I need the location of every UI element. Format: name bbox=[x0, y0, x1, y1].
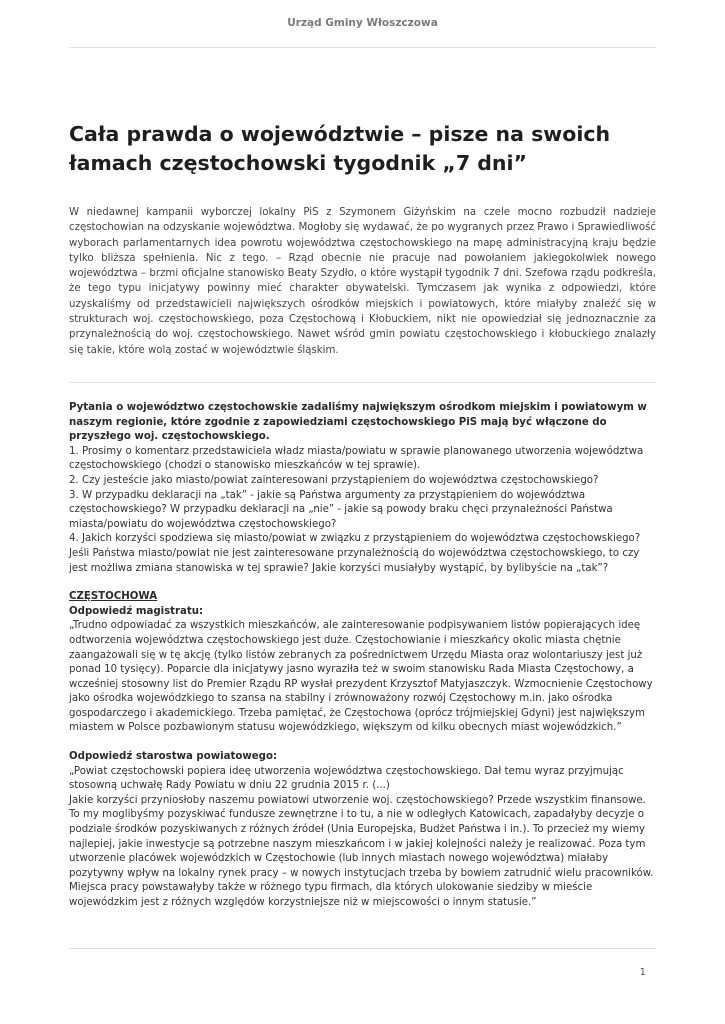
question-item-1: 1. Prosimy o komentarz przedstawiciela władz miasta/powiatu w sprawie planowanego utworzenia województwa częstochowskiego (chodzi o stanowisko mieszkańców w tej sprawie). bbox=[69, 445, 644, 472]
question-item-4: 4. Jakich korzyści spodziewa się miasto/powiat w związku z przystąpieniem do województwa częstochowskiego? Jeśli Państwa miasto/powiat nie jest zainteresowane przynależnością do województwa częstochowskiego, to czy jest możliwa zmiana stanowiska w tej sprawie? Jakie korzyści musiałyby wystąpić, by bylibyście na „tak”? bbox=[69, 533, 641, 574]
starostwo-answer-label: Odpowiedź starostwa powiatowego: bbox=[69, 751, 278, 763]
starostwo-answer-text-1: „Powiat częstochowski popiera ideę utworzenia województwa częstochowskiego. Dał temu wyraz przyjmując stosowną uchwałę Rady Powiatu w dniu 22 grudnia 2015 r. (...) bbox=[69, 765, 624, 792]
question-item-2: 2. Czy jesteście jako miasto/powiat zainteresowani przystąpieniem do województwa częstochowskiego? bbox=[69, 474, 599, 486]
article-content bbox=[69, 401, 656, 911]
footer-divider bbox=[69, 948, 656, 949]
page-number: 1 bbox=[639, 967, 646, 978]
magistrat-answer-label: Odpowiedź magistratu: bbox=[69, 605, 204, 617]
article-lead: W niedawnej kampanii wyborczej lokalny PiS z Szymonem Giżyńskim na czele mocno rozbudził nadzieje częstochowian na odzyskanie województwa. Mogłoby się wydawać, że po wygranych przez Prawo i Sprawiedliwość wyborach parlamentarnych idea powrotu województwa częstochowskiego na mapę administracyjną kraju będzie tylko bliższa spełnienia. Nic z tego. – Rząd obecnie nie pracuje nad powołaniem jakiegokolwiek nowego województwa – brzmi oficjalne stanowisko Beaty Szydło, o które wystąpił tygodnik 7 dni. Szefowa rządu podkreśla, że tego typu inicjatywy powinny mieć charakter obywatelski. Tymczasem jak wynika z odpowiedzi, które uzyskaliśmy od przedstawicieli największych ośrodków miejskich i powiatowych, które miałyby znaleźć się w strukturach woj. częstochowskiego, poza Częstochową i Kłobuckiem, nikt nie opowiedział się jednoznacznie za przynależnością do woj. częstochowskiego. Nawet wśród gmin powiatu częstochowskiego i kłobuckiego znalazły się takie, które wolą zostać w województwie śląskim. bbox=[69, 207, 656, 356]
section-divider bbox=[69, 382, 656, 383]
magistrat-answer-text: „Trudno odpowiadać za wszystkich mieszkańców, ale zainteresowanie podpisywaniem listów popierających ideę odtworzenia województwa częstochowskiego jest duże. Częstochowianie i mieszkańcy okolic miasta chętnie zaangażowali się w tę akcję (tylko listów zebranych za pośrednictwem Urzędu Miasta oraz wolontariuszy jest już ponad 10 tysięcy). Poparcie dla inicjatywy jasno wyraziła też w swoim stanowisku Rada Miasta Częstochowy, a wcześniej stosowny list do Premier Rządu RP wysłał prezydent Krzysztof Matyjaszczyk. Wzmocnienie Częstochowy jako ośrodka wojewódzkiego to szansa na stabilny i zrównoważony rozwój Częstochowy m.in. jako ośrodka gospodarczego i akademickiego. Trzeba pamiętać, że Częstochowa (oprócz trójmiejskiej Gdyni) jest największym miastem w Polsce pozbawionym statusu wojewódzkiego, większym od kilku obecnych miast wojewódzkich.” bbox=[69, 620, 653, 734]
header-divider bbox=[69, 47, 656, 48]
section-heading-czestochowa: CZĘSTOCHOWA bbox=[69, 591, 158, 603]
question-item-3: 3. W przypadku deklaracji na „tak” - jakie są Państwa argumenty za przystąpieniem do województwa częstochowskiego? W przypadku deklaracji na „nie” - jakie są powody braku chęci przynależności Państwa miasta/powiatu do województwa częstochowskiego? bbox=[69, 489, 613, 530]
starostwo-answer-text-2: Jakie korzyści przyniosłoby naszemu powiatowi utworzenie woj. częstochowskiego? Przede wszystkim finansowe. To my moglibyśmy pozyskiwać fundusze zewnętrzne i to tu, a nie w odległych Katowicach, zapadałyby decyzje o podziale środków pozyskiwanych z różnych źródeł (Unia Europejska, Budżet Państwa i in.). To przecież my wiemy najlepiej, jakie inwestycje są potrzebne naszym mieszkańcom i w jakiej kolejności należy je realizować. Poza tym utworzenie placówek wojewódzkich w Częstochowie (lub innych miastach nowego województwa) miałaby pozytywny wpływ na lokalny rynek pracy – w nowych instytucjach trzeba by bowiem zatrudnić wielu pracowników. Miejsca pracy powstawałyby także w różnego typu firmach, dla których ulokowanie siedziby w mieście wojewódzkim jest z różnych względów korzystniejsze niż w miejscowości o innym statusie.” bbox=[69, 794, 654, 908]
questions-intro: Pytania o województwo częstochowskie zadaliśmy największym ośrodkom miejskim i powiatowym w naszym regionie, które zgodnie z zapowiedziami częstochowskiego PiS mają być włączone do przyszłego woj. częstochowskiego. bbox=[69, 402, 647, 443]
running-header: Urząd Gminy Włoszczowa bbox=[287, 17, 438, 29]
article-title: Cała prawda o województwie – pisze na swoich łamach częstochowski tygodnik „7 dni” bbox=[69, 122, 611, 175]
